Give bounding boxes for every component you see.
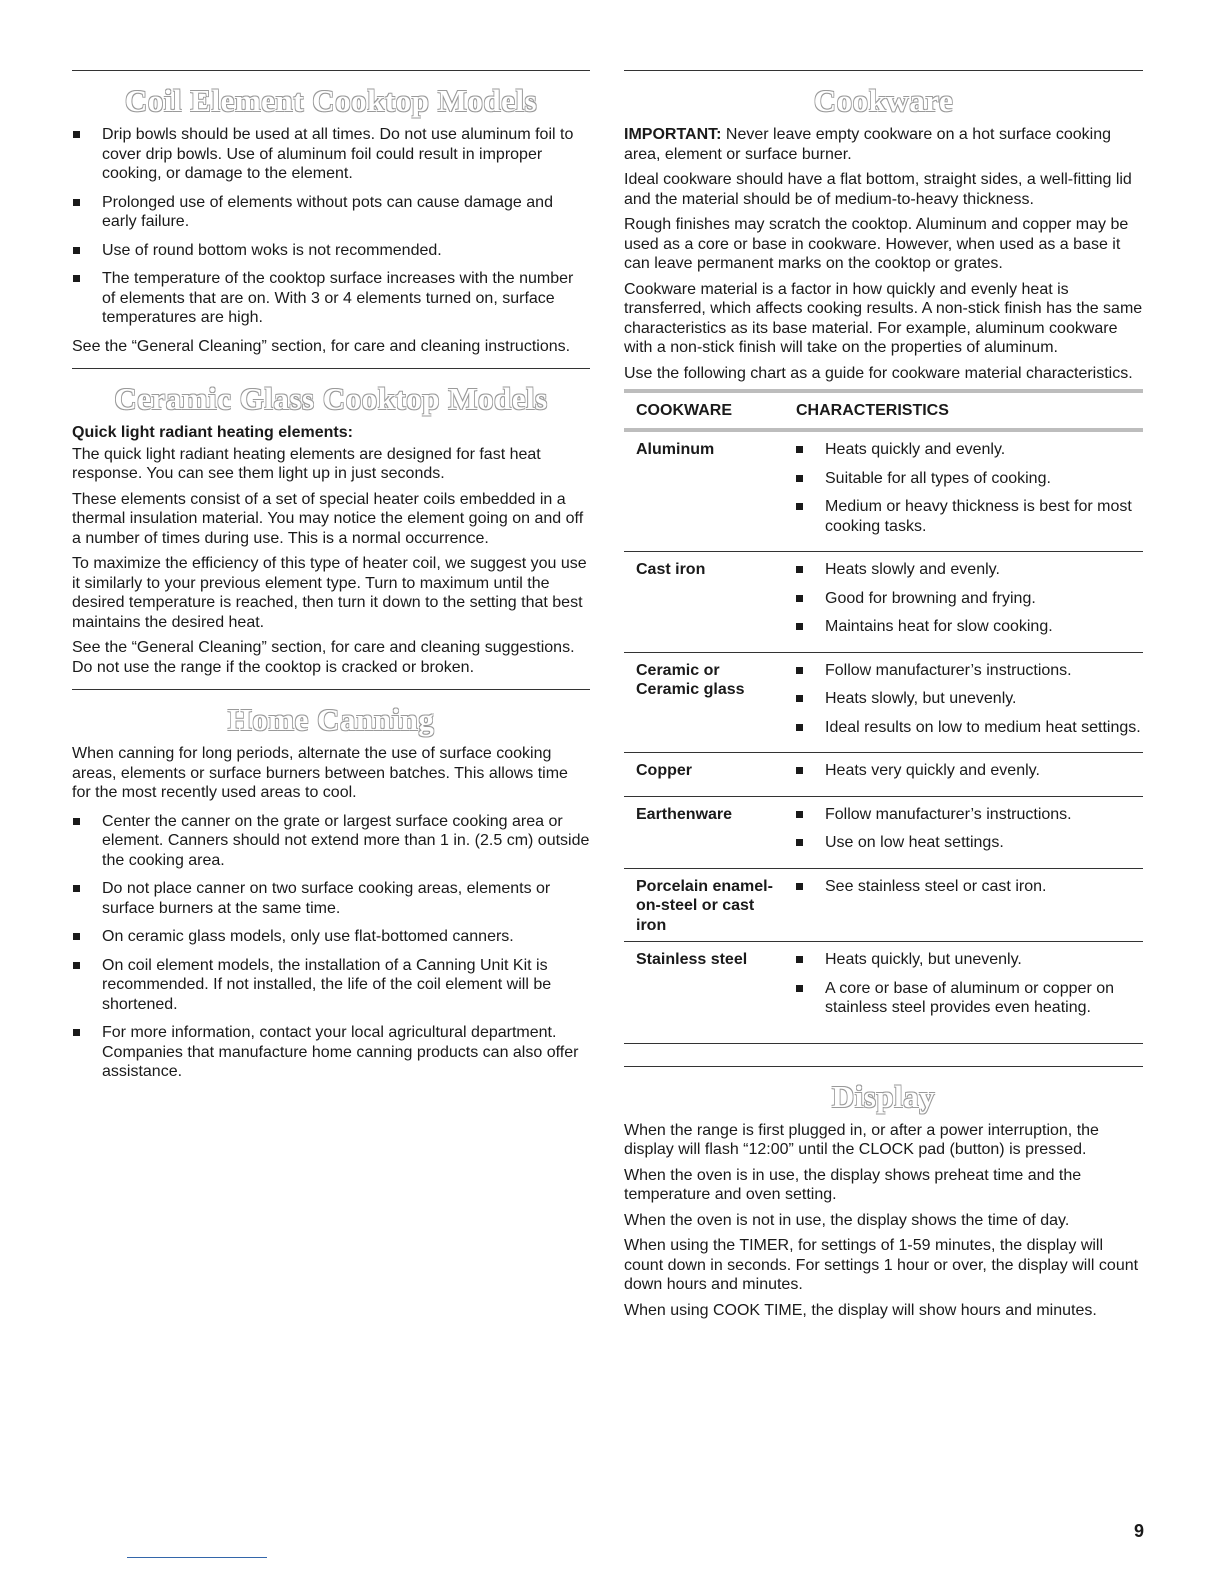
- list-item: Medium or heavy thickness is best for most cooking tasks.: [795, 497, 1143, 536]
- paragraph: Use the following chart as a guide for cookware material characteristics.: [624, 364, 1133, 382]
- cookware-section: [624, 70, 1143, 1044]
- list-item: Good for browning and frying.: [795, 589, 1143, 609]
- characteristics-cell: [795, 761, 1143, 790]
- right-column: [624, 70, 1143, 1330]
- display-title: Display: [831, 1078, 936, 1114]
- list-item: Heats slowly, but unevenly.: [795, 689, 1143, 709]
- cookware-table: [624, 389, 1143, 1044]
- list-item: Prolonged use of elements without pots can cause damage and early failure.: [72, 193, 590, 232]
- list-item: See stainless steel or cast iron.: [795, 877, 1143, 897]
- column-header-cookware: COOKWARE: [636, 401, 732, 419]
- list-item: Suitable for all types of cooking.: [795, 469, 1143, 489]
- canning-bullets: [72, 812, 590, 1082]
- paragraph: Ideal cookware should have a flat bottom, straight sides, a well-fitting lid and the material should be of medium-to-heavy thickness.: [624, 171, 1132, 208]
- list-item: Heats quickly, but unevenly.: [795, 950, 1143, 970]
- table-row: [624, 869, 1143, 943]
- material-cell: Aluminum: [636, 441, 715, 458]
- list-item: Do not place canner on two surface cooking areas, elements or surface burners at the same time.: [72, 879, 590, 918]
- ceramic-subheading: Quick light radiant heating elements:: [72, 424, 353, 441]
- column-header-characteristics: CHARACTERISTICS: [796, 401, 949, 419]
- table-row: [624, 942, 1143, 1044]
- paragraph: Rough finishes may scratch the cooktop. Aluminum and copper may be used as a core or base in cookware. However, when used as a base it can leave permanent marks on the cooktop or grates.: [624, 216, 1129, 272]
- ceramic-section: [72, 368, 590, 677]
- left-column: [72, 70, 590, 1092]
- list-item: The temperature of the cooktop surface increases with the number of elements that are on. With 3 or 4 elements turned on, surface temperatures are high.: [72, 269, 590, 328]
- table-row: [624, 753, 1143, 797]
- paragraph: When using COOK TIME, the display will show hours and minutes.: [624, 1301, 1097, 1319]
- material-cell: Cast iron: [636, 561, 706, 578]
- table-row: [624, 797, 1143, 869]
- ceramic-title: Ceramic Glass Cooktop Models: [114, 381, 548, 416]
- canning-intro: When canning for long periods, alternate the use of surface cooking areas, elements or surface burners between batches. This allows time for the most recently used areas to cool.: [72, 745, 568, 801]
- list-item: Maintains heat for slow cooking.: [795, 617, 1143, 637]
- list-item: On coil element models, the installation of a Canning Unit Kit is recommended. If not installed, the life of the coil element will be shortened.: [72, 956, 590, 1015]
- characteristics-cell: [795, 805, 1143, 862]
- list-item: Follow manufacturer’s instructions.: [795, 661, 1143, 681]
- canning-title: Home Canning: [227, 702, 435, 737]
- list-item: Heats very quickly and evenly.: [795, 761, 1143, 781]
- table-row: [624, 432, 1143, 552]
- material-cell: Stainless steel: [636, 951, 748, 968]
- list-item: On ceramic glass models, only use flat-bottomed canners.: [72, 927, 590, 947]
- list-item: Drip bowls should be used at all times. Do not use aluminum foil to cover drip bowls. Use of aluminum foil could result in improper cooking, or damage to the element.: [72, 125, 590, 184]
- footer-rule: [127, 1557, 267, 1558]
- material-cell: Ceramic or Ceramic glass: [636, 661, 745, 698]
- paragraph: The quick light radiant heating elements are designed for fast heat response. You can see them light up in just seconds.: [72, 445, 541, 482]
- table-row: [624, 552, 1143, 653]
- coil-bullets: [72, 125, 590, 328]
- paragraph: To maximize the efficiency of this type of heater coil, we suggest you use it similarly to your previous element type. Turn to maximum until the desired temperature is reached, then turn it down to the setting that best maintains the desired heat.: [72, 555, 587, 631]
- paragraph: See the “General Cleaning” section, for care and cleaning suggestions. Do not use the range if the cooktop is cracked or broken.: [72, 639, 575, 676]
- material-cell: Earthenware: [636, 805, 733, 823]
- characteristics-cell: [795, 950, 1143, 1027]
- list-item: Ideal results on low to medium heat settings.: [795, 718, 1143, 738]
- coil-title: Coil Element Cooktop Models: [124, 83, 538, 118]
- display-section: [624, 1066, 1143, 1321]
- characteristics-cell: [795, 560, 1143, 646]
- paragraph: Cookware material is a factor in how quickly and evenly heat is transferred, which affects cooking results. A non-stick finish has the same characteristics as its base material. For example, aluminum cookware with a non-stick finish will take on the properties of aluminum.: [624, 280, 1143, 356]
- paragraph: When using the TIMER, for settings of 1-59 minutes, the display will count down in seconds. For settings 1 hour or over, the display will count down hours and minutes.: [624, 1237, 1139, 1293]
- list-item: Follow manufacturer’s instructions.: [795, 805, 1143, 825]
- coil-note: See the “General Cleaning” section, for care and cleaning instructions.: [72, 337, 571, 355]
- paragraph: When the oven is not in use, the display shows the time of day.: [624, 1211, 1070, 1229]
- important-text: Never leave empty cookware on a hot surface cooking area, element or surface burner.: [624, 126, 1112, 163]
- material-cell: Copper: [636, 762, 692, 779]
- characteristics-cell: [795, 440, 1143, 545]
- table-header: [624, 389, 1143, 432]
- paragraph: When the oven is in use, the display shows preheat time and the temperature and oven setting.: [624, 1166, 1082, 1203]
- list-item: A core or base of aluminum or copper on stainless steel provides even heating.: [795, 979, 1143, 1018]
- important-note: [624, 125, 1143, 164]
- canning-section: [72, 689, 590, 1082]
- paragraph: These elements consist of a set of special heater coils embedded in a thermal insulation material. You may notice the element going on and off a number of times during use. This is a normal occurrence.: [72, 490, 584, 547]
- characteristics-cell: [795, 877, 1143, 936]
- characteristics-cell: [795, 661, 1143, 747]
- list-item: Heats quickly and evenly.: [795, 440, 1143, 460]
- material-cell: Porcelain enamel-on-steel or cast iron: [636, 877, 773, 934]
- coil-section: [72, 70, 590, 356]
- page-number: 9: [1133, 1521, 1144, 1541]
- important-label: IMPORTANT:: [624, 126, 722, 143]
- cookware-title: Cookware: [813, 83, 954, 118]
- table-row: [624, 653, 1143, 754]
- paragraph: When the range is first plugged in, or after a power interruption, the display will flash “12:00” until the CLOCK pad (button) is pressed.: [624, 1121, 1099, 1158]
- list-item: For more information, contact your local agricultural department. Companies that manufacture home canning products can also offer assistance.: [72, 1023, 590, 1082]
- list-item: Center the canner on the grate or largest surface cooking area or element. Canners should not extend more than 1 in. (2.5 cm) outside the cooking area.: [72, 812, 590, 871]
- list-item: Heats slowly and evenly.: [795, 560, 1143, 580]
- list-item: Use of round bottom woks is not recommended.: [72, 241, 590, 261]
- list-item: Use on low heat settings.: [795, 833, 1143, 853]
